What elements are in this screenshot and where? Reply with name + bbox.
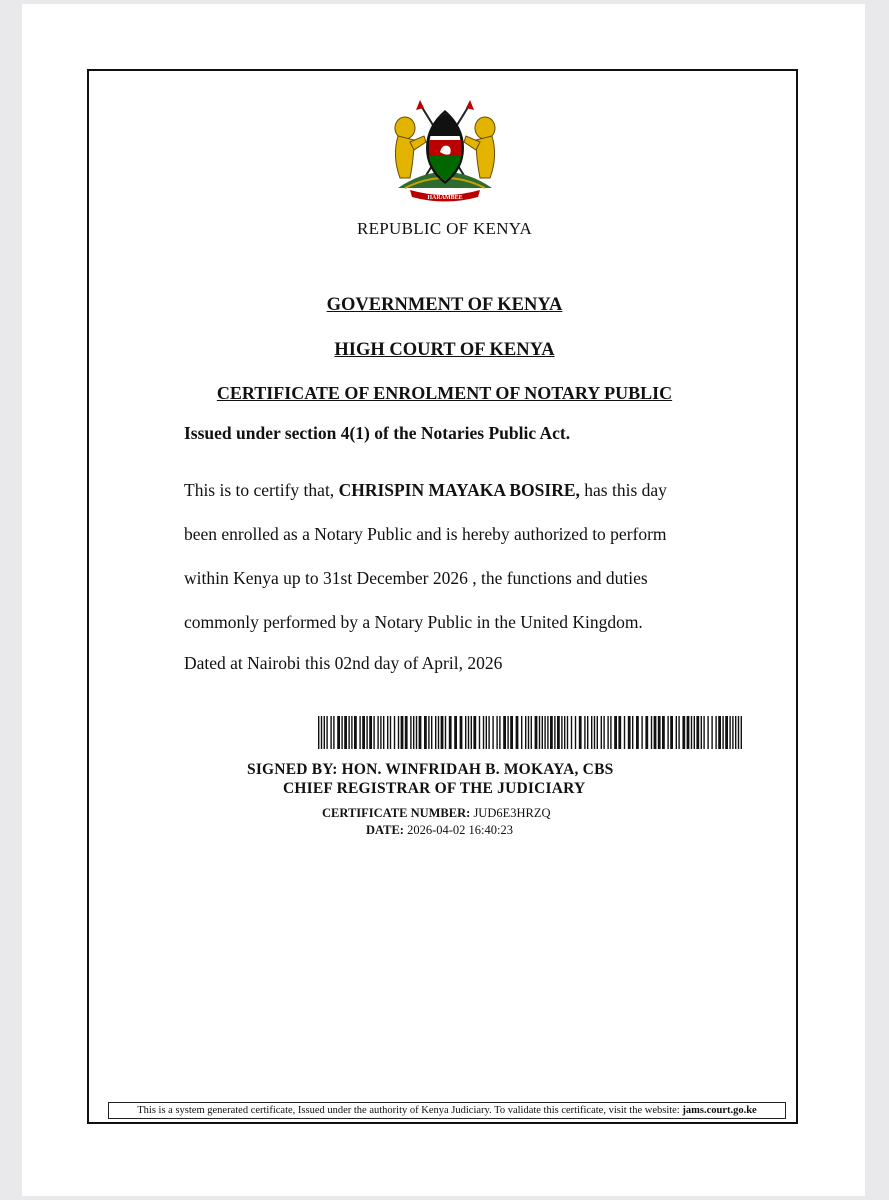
svg-text:HARAMBEE: HARAMBEE [427, 195, 463, 201]
certify-line [184, 480, 667, 501]
date-value: 2026-04-02 16:40:23 [407, 823, 513, 837]
certificate-number [322, 806, 551, 821]
footer-text: This is a system generated certificate, Issued under the authority of Kenya Judiciary. To validate this certificate, visit the website: [137, 1105, 683, 1116]
validity-line: within Kenya up to 31st December 2026 , the functions and duties [184, 568, 648, 588]
certify-suffix: has this day [579, 480, 667, 500]
notary-name: CHRISPIN MAYAKA BOSIRE, [338, 480, 580, 500]
date-label: DATE: [366, 823, 404, 837]
signed-by: SIGNED BY: HON. WINFRIDAH B. MOKAYA, CBS [247, 761, 614, 778]
certify-prefix: This is to certify that, [184, 480, 339, 500]
court-heading: HIGH COURT OF KENYA [334, 340, 555, 360]
certificate-date [366, 823, 513, 838]
republic-title: REPUBLIC OF KENYA [356, 219, 533, 238]
certificate-number-value: JUD6E3HRZQ [473, 806, 551, 820]
validation-website-link[interactable]: jams.court.go.ke [682, 1105, 757, 1116]
enrolled-line: been enrolled as a Notary Public and is hereby authorized to perform [184, 524, 667, 544]
certificate-title: CERTIFICATE OF ENROLMENT OF NOTARY PUBLIC [216, 383, 673, 403]
kenya-coat-of-arms-icon [380, 96, 510, 204]
signatory-title: CHIEF REGISTRAR OF THE JUDICIARY [283, 780, 586, 797]
issued-under-text: Issued under section 4(1) of the Notaries Public Act. [184, 423, 571, 443]
dated-line: Dated at Nairobi this 02nd day of April, 2026 [184, 653, 503, 673]
barcode-icon [318, 716, 746, 749]
functions-line: commonly performed by a Notary Public in the United Kingdom. [184, 612, 643, 632]
certificate-number-label: CERTIFICATE NUMBER: [322, 806, 471, 820]
government-heading: GOVERNMENT OF KENYA [326, 295, 563, 315]
validation-footer [108, 1102, 786, 1119]
